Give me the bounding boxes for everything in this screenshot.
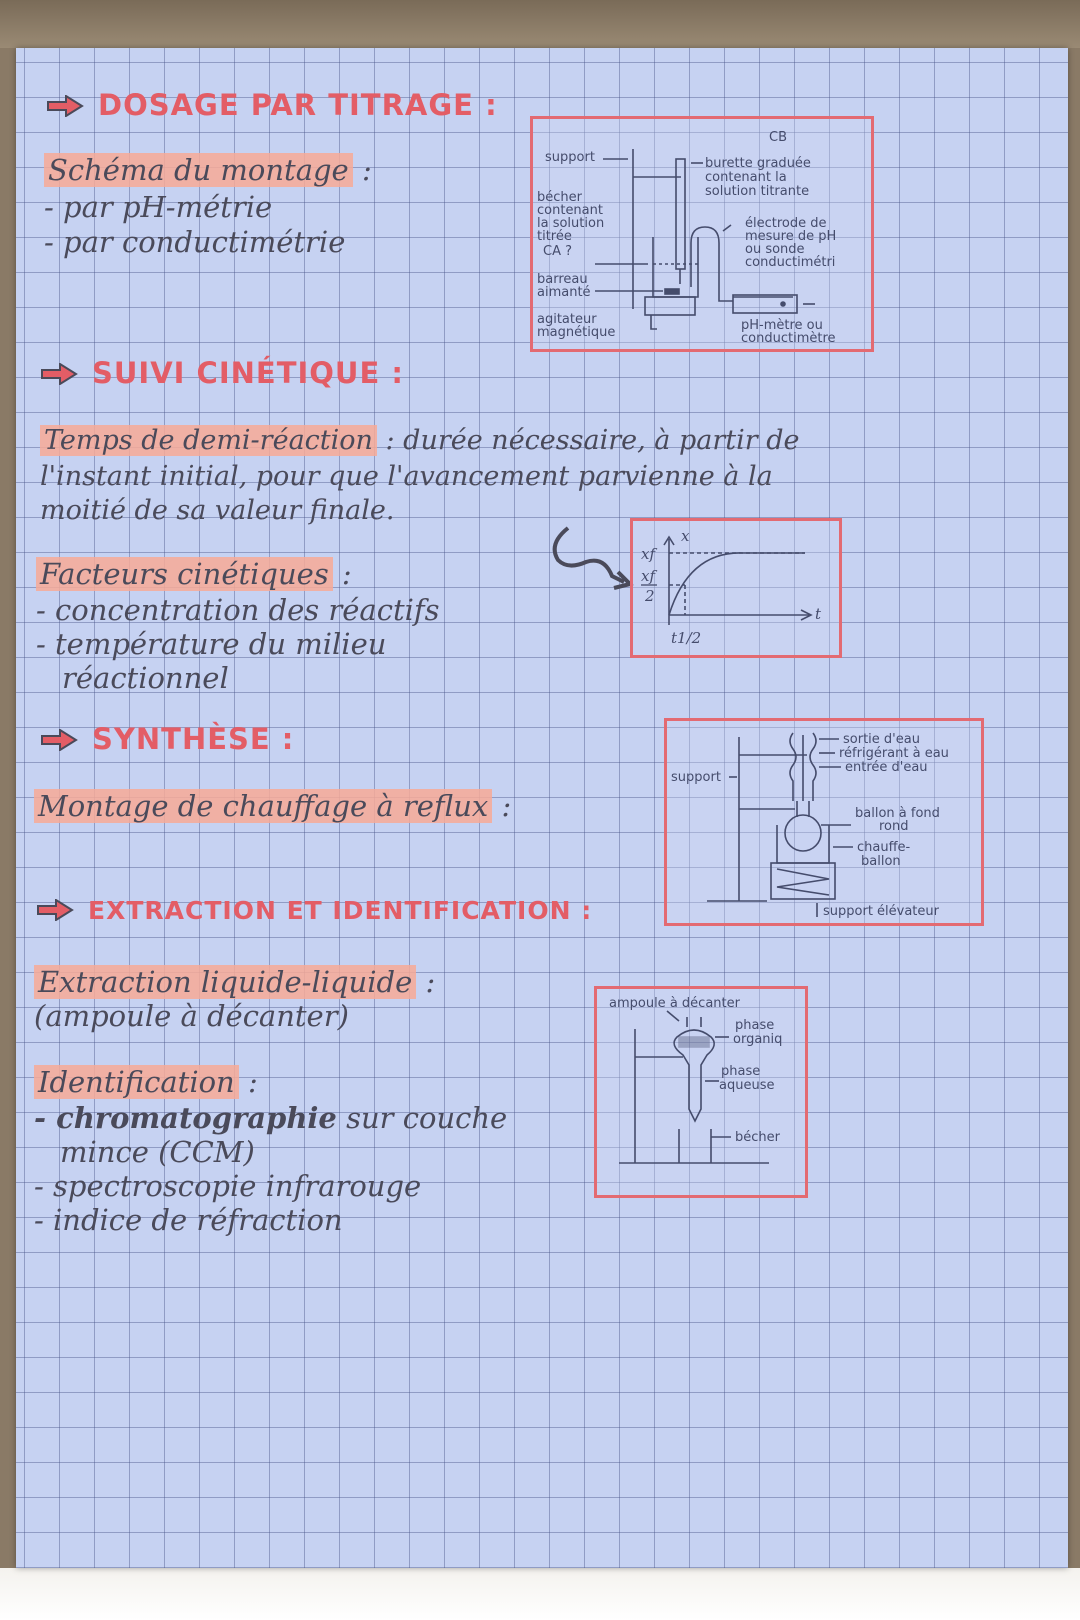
svg-text:pH-mètre ou: pH-mètre ou <box>741 318 823 333</box>
ampoule-line: (ampoule à décanter) <box>34 999 349 1033</box>
support-label: support <box>545 150 595 165</box>
extraction-title-line: Extraction liquide-liquide : <box>34 964 435 1001</box>
svg-text:sortie d'eau: sortie d'eau <box>843 732 920 747</box>
graph-y-label: x <box>681 527 690 545</box>
svg-text:agitateur: agitateur <box>537 312 597 327</box>
svg-text:entrée d'eau: entrée d'eau <box>845 760 928 775</box>
schema-title-line: Schéma du montage : <box>44 152 372 189</box>
montage-title: Montage de chauffage à reflux <box>34 789 492 823</box>
facteurs-title-line: Facteurs cinétiques : <box>36 556 352 593</box>
svg-text:bécher: bécher <box>537 190 582 205</box>
heading-dosage-text: DOSAGE PAR TITRAGE : <box>98 88 498 122</box>
svg-text:burette graduée: burette graduée <box>705 156 811 171</box>
cb-label: CB <box>769 130 787 145</box>
list-item: - concentration des réactifs <box>36 593 440 627</box>
heading-dosage <box>46 88 498 122</box>
kinetics-graph <box>630 518 842 658</box>
schema-title: Schéma du montage <box>44 153 353 187</box>
svg-text:aimanté: aimanté <box>537 285 591 300</box>
svg-text:solution titrante: solution titrante <box>705 184 810 199</box>
heading-extraction <box>36 896 592 925</box>
extraction-title: Extraction liquide-liquide <box>34 965 416 999</box>
svg-text:mesure de pH: mesure de pH <box>745 229 837 244</box>
graph-xf-half-num: xf <box>641 567 656 585</box>
svg-text:phase: phase <box>721 1064 761 1079</box>
svg-text:réfrigérant à eau: réfrigérant à eau <box>839 746 949 761</box>
svg-text:la solution: la solution <box>537 216 605 231</box>
svg-text:électrode de: électrode de <box>745 216 827 231</box>
arrow-icon <box>46 95 84 117</box>
definition-line-1: Temps de demi-réaction : durée nécessaire, à partir de <box>40 422 799 459</box>
montage-title-line: Montage de chauffage à reflux : <box>34 788 511 825</box>
svg-text:titrée: titrée <box>537 229 572 244</box>
definition-line-3: moitié de sa valeur finale. <box>40 495 395 526</box>
heading-synthese <box>40 722 294 756</box>
separatory-funnel-diagram <box>594 986 808 1198</box>
svg-text:chauffe-: chauffe- <box>857 840 911 855</box>
definition-line-2: l'instant initial, pour que l'avancement parvienne à la <box>40 461 773 492</box>
svg-text:bécher: bécher <box>735 1130 780 1145</box>
svg-text:conductimétri: conductimétri <box>745 255 836 270</box>
ampoule-label: ampoule à décanter <box>609 996 740 1011</box>
svg-text:support élévateur: support élévateur <box>823 904 939 919</box>
svg-text:phase: phase <box>735 1018 775 1033</box>
heading-extraction-text: EXTRACTION ET IDENTIFICATION : <box>88 896 593 925</box>
reflux-diagram <box>664 718 984 926</box>
svg-text:ou sonde: ou sonde <box>745 242 805 257</box>
definition-term: Temps de demi-réaction <box>40 425 377 456</box>
list-item: mince (CCM) <box>60 1135 255 1169</box>
svg-text:contenant la: contenant la <box>705 170 787 185</box>
identification-title-line: Identification : <box>34 1064 258 1101</box>
heading-synthese-text: SYNTHÈSE : <box>92 722 295 756</box>
identification-title: Identification <box>34 1065 239 1099</box>
list-item: - chromatographie sur couche <box>34 1101 508 1135</box>
list-item: - par pH-métrie <box>44 190 273 224</box>
graph-t-half-label: t1/2 <box>671 629 702 647</box>
svg-text:ballon: ballon <box>861 854 901 869</box>
svg-text:aqueuse: aqueuse <box>719 1078 775 1093</box>
list-item: - spectroscopie infrarouge <box>34 1169 422 1203</box>
reflux-support-label: support <box>671 770 721 785</box>
heading-suivi-text: SUIVI CINÉTIQUE : <box>92 356 404 390</box>
heading-suivi <box>40 356 404 390</box>
svg-text:organiq: organiq <box>733 1032 783 1047</box>
svg-text:conductimètre: conductimètre <box>741 331 836 346</box>
list-item: réactionnel <box>62 661 229 695</box>
arrow-icon <box>40 363 78 385</box>
list-item: - par conductimétrie <box>44 225 346 259</box>
grid-paper-sheet <box>16 48 1068 1568</box>
svg-text:contenant: contenant <box>537 203 603 218</box>
list-item: - température du milieu <box>36 627 387 661</box>
svg-text:CA ?: CA ? <box>543 244 573 259</box>
svg-text:magnétique: magnétique <box>537 325 616 340</box>
svg-text:ballon à fond: ballon à fond <box>855 806 940 821</box>
titration-diagram <box>530 116 874 352</box>
arrow-icon <box>36 899 74 921</box>
facteurs-title: Facteurs cinétiques <box>36 557 333 591</box>
graph-x-label: t <box>815 605 822 623</box>
list-item: - indice de réfraction <box>34 1203 343 1237</box>
arrow-icon <box>40 729 78 751</box>
graph-xf-label: xf <box>641 545 656 563</box>
svg-text:barreau: barreau <box>537 272 588 287</box>
svg-text:rond: rond <box>879 819 909 834</box>
table-background-bottom <box>0 1568 1080 1620</box>
table-background-top <box>0 0 1080 48</box>
graph-xf-half-den: 2 <box>645 587 655 605</box>
